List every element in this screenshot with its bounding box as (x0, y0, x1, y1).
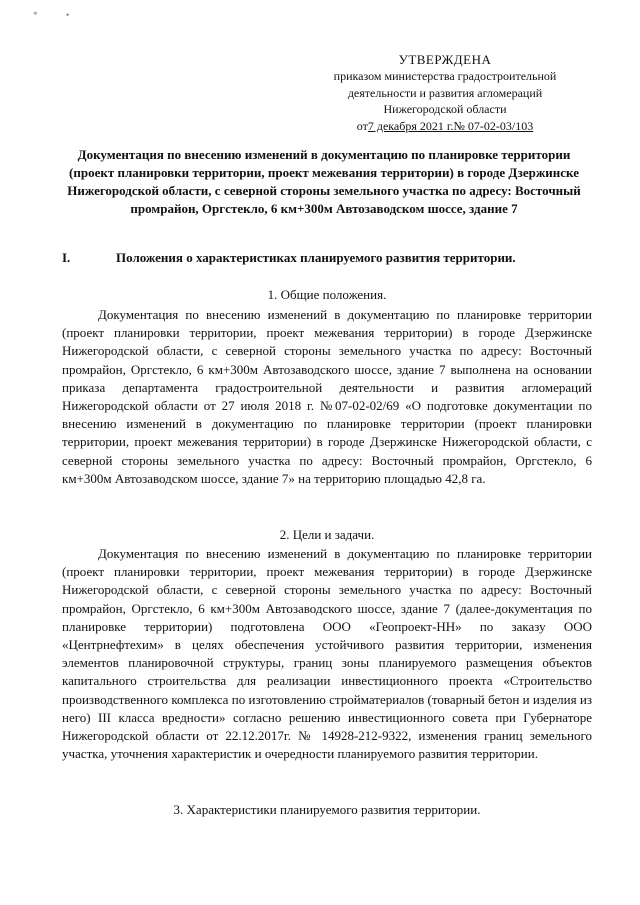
approval-date-line (300, 118, 590, 134)
approval-stamp (300, 52, 590, 134)
section-heading (62, 250, 592, 266)
approval-number: № 07-02-03/103 (453, 118, 534, 133)
approval-line: деятельности и развития агломераций (347, 85, 543, 100)
approval-line: Нижегородской области (383, 102, 507, 117)
subsection-title: 1. Общие положения. (267, 287, 387, 302)
approval-from: от (356, 118, 368, 133)
subsection-title: 3. Характеристики планируемого развития территории. (173, 802, 481, 817)
document-title: Документация по внесению изменений в документацию по планировке территории (проект планировки территории, проект межевания территории) в городе Дзержинске Нижегородской области, с северной стороны земельного участка по адресу: Восточный промрайон, Оргстекло, 6 км+300м Автозаводском шоссе, здание 7 (67, 147, 581, 216)
approval-line: приказом министерства градостроительной (333, 69, 557, 84)
scan-mark: • (66, 10, 70, 20)
paragraph: Документация по внесению изменений в документацию по планировке территории (проект планировки территории, проект межевания территории) в городе Дзержинске Нижегородской области, с северной стороны земельного участка по адресу: Восточный промрайон, Оргстекло, 6 км+300м Автозаводского шоссе, здание 7 (далее-документация по планировке территории) подготовлена ООО «Геопроект-НН» по заказу ООО «Центрнефтехим» в целях обеспечения устойчивого развития территории, изменения элементов планировочной структуры, границ зоны планируемого размещения объектов капитального строительства для реализации инвестиционного проекта «Строительство производственного комплекса по изготовлению стройматериалов (товарный бетон и изделия из него) III класса вредности» согласно решению инвестиционного совета при Губернаторе Нижегородской области от 22.12.2017г. № 14928-212-9322, изменения границ земельного участка, уточнения характеристик и очередности планируемого развития территории. (62, 546, 592, 762)
section-title: Положения о характеристиках планируемого развития территории. (116, 250, 516, 265)
scan-mark: * (33, 10, 38, 20)
paragraph: Документация по внесению изменений в документацию по планировке территории (проект планировки территории, проект межевания территории) в городе Дзержинске Нижегородской области, с северной стороны земельного участка по адресу: Восточный промрайон, Оргстекло, 6 км+300м Автозаводского шоссе, здание 7 выполнена на основании приказа департамента градостроительной деятельности и развития агломераций Нижегородской области от 27 июля 2018 г. №07-02-02/69 «О подготовке документации по внесению изменений в документацию по планировке территории (проект планировки территории, проект межевания территории) в городе Дзержинске Нижегородской области, с северной стороны земельного участка по адресу: Восточный промрайон, Оргстекло, 6 км+300м Автозаводском шоссе, здание 7» на территорию площадью 42,8 га. (62, 307, 592, 486)
section-number: I. (62, 250, 71, 265)
approval-date: 7 декабря 2021 г. (367, 118, 454, 133)
approval-heading: УТВЕРЖДЕНА (398, 52, 492, 67)
subsection-title: 2. Цели и задачи. (279, 527, 375, 542)
